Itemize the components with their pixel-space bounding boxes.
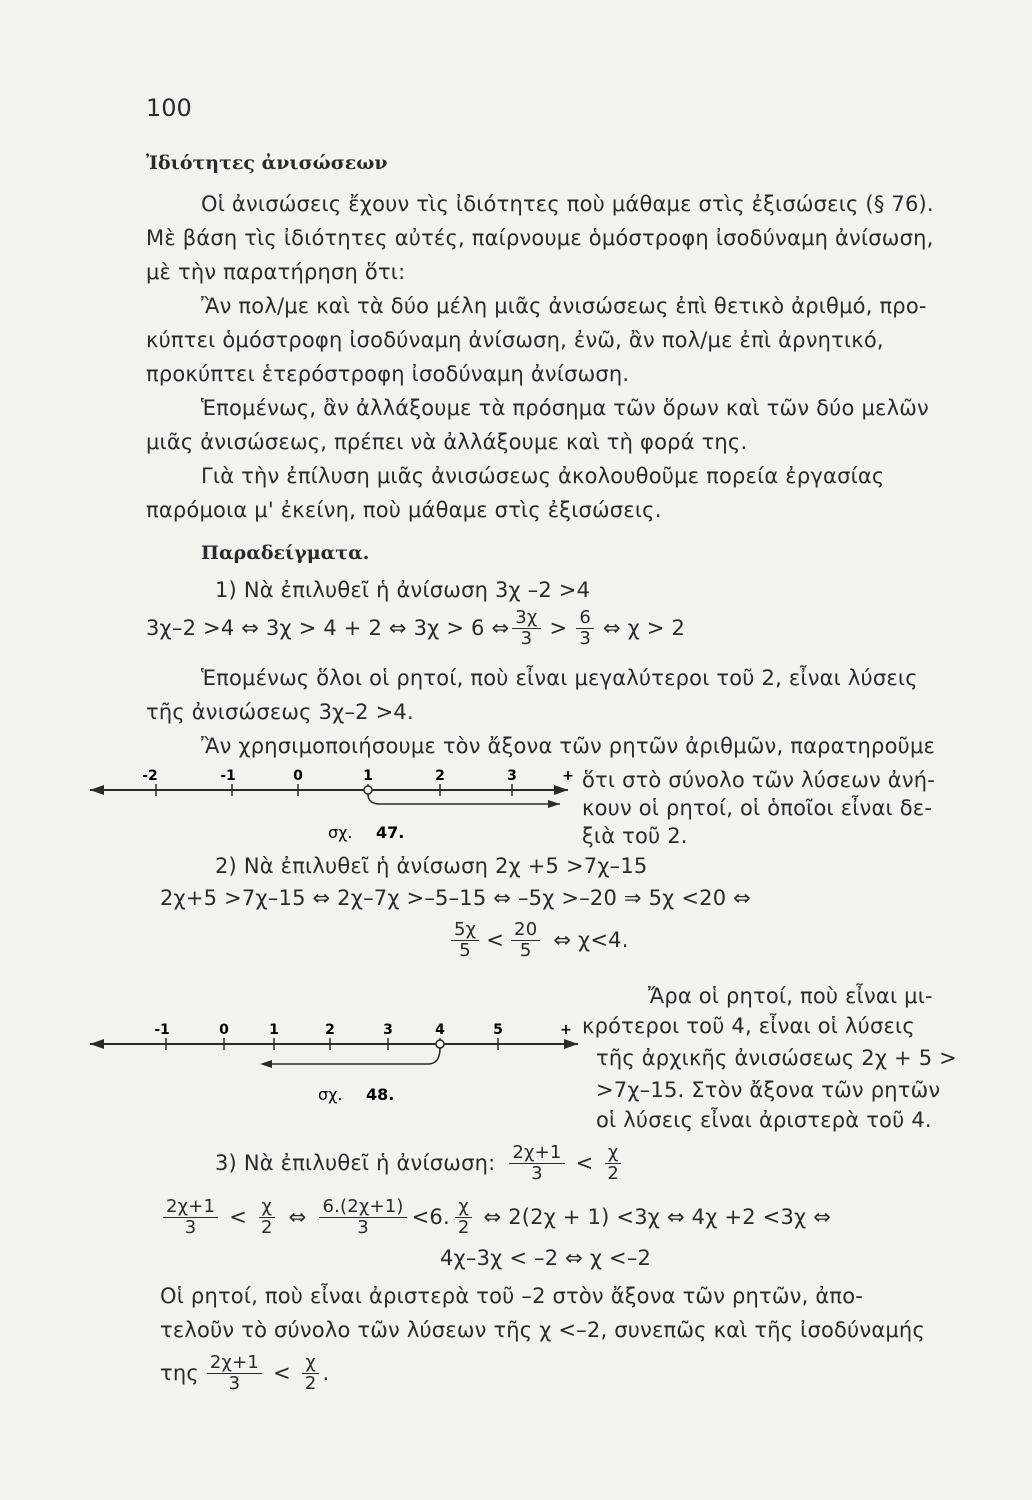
example3-prompt-row: 3) Νὰ ἐπιλυθεῖ ἡ ἀνίσωση: $\frac{2\chi+1}{3}$ < $\frac{\chi}{2}$: [215, 1140, 625, 1186]
intro-line: Ἑπομένως, ἂν ἀλλάξουμε τὰ πρόσημα τῶν ὅρων καὶ τῶν δύο μελῶν: [201, 396, 929, 420]
example2-prompt: 2) Νὰ ἐπιλυθεῖ ἡ ἀνίσωση 2χ +5 >7χ–15: [215, 854, 648, 878]
fraction: $\frac{2\chi+1}{3}$: [163, 1197, 218, 1238]
example2-side-text: >7χ–15. Στὸν ἄξονα τῶν ρητῶν: [596, 1078, 941, 1102]
axis-arrow-left: [90, 785, 104, 795]
tick-label: 0: [293, 768, 303, 784]
fraction: $\frac{2\chi+1}{3}$: [207, 1353, 262, 1394]
solution-arrow: [548, 800, 560, 808]
example2-solution: $\frac{5\chi}{5}$ < $\frac{20}{5}$ ⇔ χ<4.: [448, 918, 629, 962]
example1-prompt: 1) Νὰ ἐπιλυθεῖ ἡ ἀνίσωση 3χ –2 >4: [215, 578, 591, 602]
example1-axis-intro: Ἂν χρησιμοποιήσουμε τὸν ἄξονα τῶν ρητῶν ἀριθμῶν, παρατηροῦμε: [201, 734, 936, 758]
example3-conclusion: τελοῦν τὸ σύνολο τῶν λύσεων τῆς χ <–2, συνεπῶς καὶ τῆς ἰσοδύναμής: [160, 1318, 925, 1342]
fraction: $\frac{\chi}{2}$: [604, 1143, 622, 1184]
fraction: $\frac{5\chi}{5}$: [451, 920, 479, 961]
intro-line: Γιὰ τὴν ἐπίλυση μιᾶς ἀνισώσεως ἀκολουθοῦμε πορεία ἐργασίας: [201, 464, 885, 488]
fraction: $\frac{6.(2\chi+1)}{3}$: [319, 1197, 406, 1238]
example1-side-text: κουν οἱ ρητοί, οἱ ὁποῖοι εἶναι δε-: [582, 796, 933, 820]
intro-line: Μὲ βάση τὶς ἰδιότητες αὐτές, παίρνουμε ὁμόστροφη ἰσοδύναμη ἀνίσωση,: [146, 226, 934, 250]
fraction: $\frac{6}{3}$: [576, 608, 594, 649]
intro-line: μὲ τὴν παρατήρηση ὅτι:: [146, 260, 406, 284]
example1-conclusion: τῆς ἀνισώσεως 3χ–2 >4.: [146, 700, 414, 724]
example1-side-text: ξιὰ τοῦ 2.: [582, 824, 688, 848]
open-point-4: [436, 1040, 444, 1048]
tick-label: 5: [493, 1022, 503, 1038]
intro-line: κύπτει ὁμόστροφη ἰσοδύναμη ἀνίσωση, ἐνῶ, ἂν πολ/με ἐπὶ ἀρνητικό,: [146, 328, 884, 352]
example2-side-text: τῆς ἀρχικῆς ἀνισώσεως 2χ + 5 >: [596, 1046, 957, 1070]
axis-arrow-left: [90, 1039, 104, 1049]
tick-label: 1: [269, 1022, 279, 1038]
tick-label: 4: [435, 1022, 445, 1038]
example1-step: 3χ–2 >4 ⇔ 3χ > 4 + 2 ⇔ 3χ > 6 ⇔: [146, 616, 510, 640]
axis-arrow-right: [564, 1039, 578, 1049]
open-point-2: [364, 786, 372, 794]
example1-side-text: ὅτι στὸ σύνολο τῶν λύσεων ἀνή-: [582, 768, 936, 792]
tick-label: 2: [435, 768, 445, 784]
tick-label: 3: [507, 768, 517, 784]
tick-label: 0: [219, 1022, 229, 1038]
intro-line: μιᾶς ἀνισώσεως, πρέπει νὰ ἀλλάξουμε καὶ τὴ φορά της.: [146, 430, 748, 454]
solution-bracket: [368, 794, 560, 804]
tick-label: 2: [325, 1022, 335, 1038]
tick-label: +: [560, 1022, 572, 1038]
fraction: $\frac{\chi}{2}$: [455, 1197, 473, 1238]
number-line-figure-48: [90, 1010, 580, 1110]
figure-caption: σχ.: [318, 1085, 343, 1104]
figure-number: 47.: [376, 823, 405, 842]
example1-conclusion: Ἑπομένως ὅλοι οἱ ρητοί, ποὺ εἶναι μεγαλύτεροι τοῦ 2, εἶναι λύσεις: [201, 666, 918, 690]
tick-label: 1: [363, 768, 373, 784]
figure-number: 48.: [366, 1085, 395, 1104]
page-number: 100: [146, 94, 192, 122]
example2-side-text: Ἄρα οἱ ρητοί, ποὺ εἶναι μι-: [648, 984, 933, 1008]
fraction: $\frac{2\chi+1}{3}$: [509, 1143, 564, 1184]
tick-label: -1: [220, 768, 236, 784]
solution-bracket: [270, 1048, 440, 1064]
fraction: $\frac{\chi}{2}$: [258, 1197, 276, 1238]
examples-title: Παραδείγματα.: [201, 542, 370, 564]
tick-label: -2: [142, 768, 158, 784]
figure-caption: σχ.: [328, 823, 353, 842]
tick-label: 3: [383, 1022, 393, 1038]
example3-conclusion: Οἱ ρητοί, ποὺ εἶναι ἀριστερὰ τοῦ –2 στὸν ἄξονα τῶν ρητῶν, ἀπο-: [160, 1284, 864, 1308]
intro-line: παρόμοια μ' ἐκείνη, ποὺ μάθαμε στὶς ἐξισώσεις.: [146, 498, 662, 522]
example3-prompt: 3) Νὰ ἐπιλυθεῖ ἡ ἀνίσωση:: [215, 1151, 496, 1175]
intro-line: Οἱ ἀνισώσεις ἔχουν τὶς ἰδιότητες ποὺ μάθαμε στὶς ἐξισώσεις (§ 76).: [201, 192, 934, 216]
tick-label: -1: [154, 1022, 170, 1038]
section-title: Ἰδιότητες ἀνισώσεων: [146, 152, 388, 174]
example3-final: της $\frac{2\chi+1}{3}$ < $\frac{\chi}{2}$ .: [160, 1351, 330, 1394]
number-line-figure-47: [90, 760, 574, 850]
example2-side-text: κρότεροι τοῦ 4, εἶναι οἱ λύσεις: [582, 1014, 915, 1038]
fraction: $\frac{3\chi}{3}$: [512, 608, 540, 649]
example3-step: 4χ–3χ < –2 ⇔ χ <–2: [440, 1246, 652, 1270]
example2-side-text: οἱ λύσεις εἶναι ἀριστερὰ τοῦ 4.: [596, 1108, 932, 1132]
fraction: $\frac{\chi}{2}$: [302, 1353, 320, 1394]
tick-label: +: [562, 768, 574, 784]
intro-line: Ἂν πολ/με καὶ τὰ δύο μέλη μιᾶς ἀνισώσεως ἐπὶ θετικὸ ἀριθμό, προ-: [201, 294, 927, 318]
example3-solution: $\frac{2\chi+1}{3}$ < $\frac{\chi}{2}$ ⇔ $\frac{6.(2\chi+1)}{3}$ <6. $\frac{\chi}{2}$ ⇔ 2(2χ + 1) <3χ ⇔ 4χ +2 <3χ ⇔: [160, 1194, 831, 1240]
fraction: $\frac{20}{5}$: [511, 920, 540, 961]
solution-arrow: [260, 1060, 272, 1068]
intro-line: προκύπτει ἑτερόστροφη ἰσοδύναμη ἀνίσωση.: [146, 362, 630, 386]
axis-arrow-right: [554, 785, 568, 795]
example2-step: 2χ+5 >7χ–15 ⇔ 2χ–7χ >–5–15 ⇔ –5χ >–20 ⇒ 5χ <20 ⇔: [160, 886, 751, 910]
example1-solution: 3χ–2 >4 ⇔ 3χ > 4 + 2 ⇔ 3χ > 6 ⇔ $\frac{3\chi}{3}$ > $\frac{6}{3}$ ⇔ χ > 2: [146, 606, 686, 649]
